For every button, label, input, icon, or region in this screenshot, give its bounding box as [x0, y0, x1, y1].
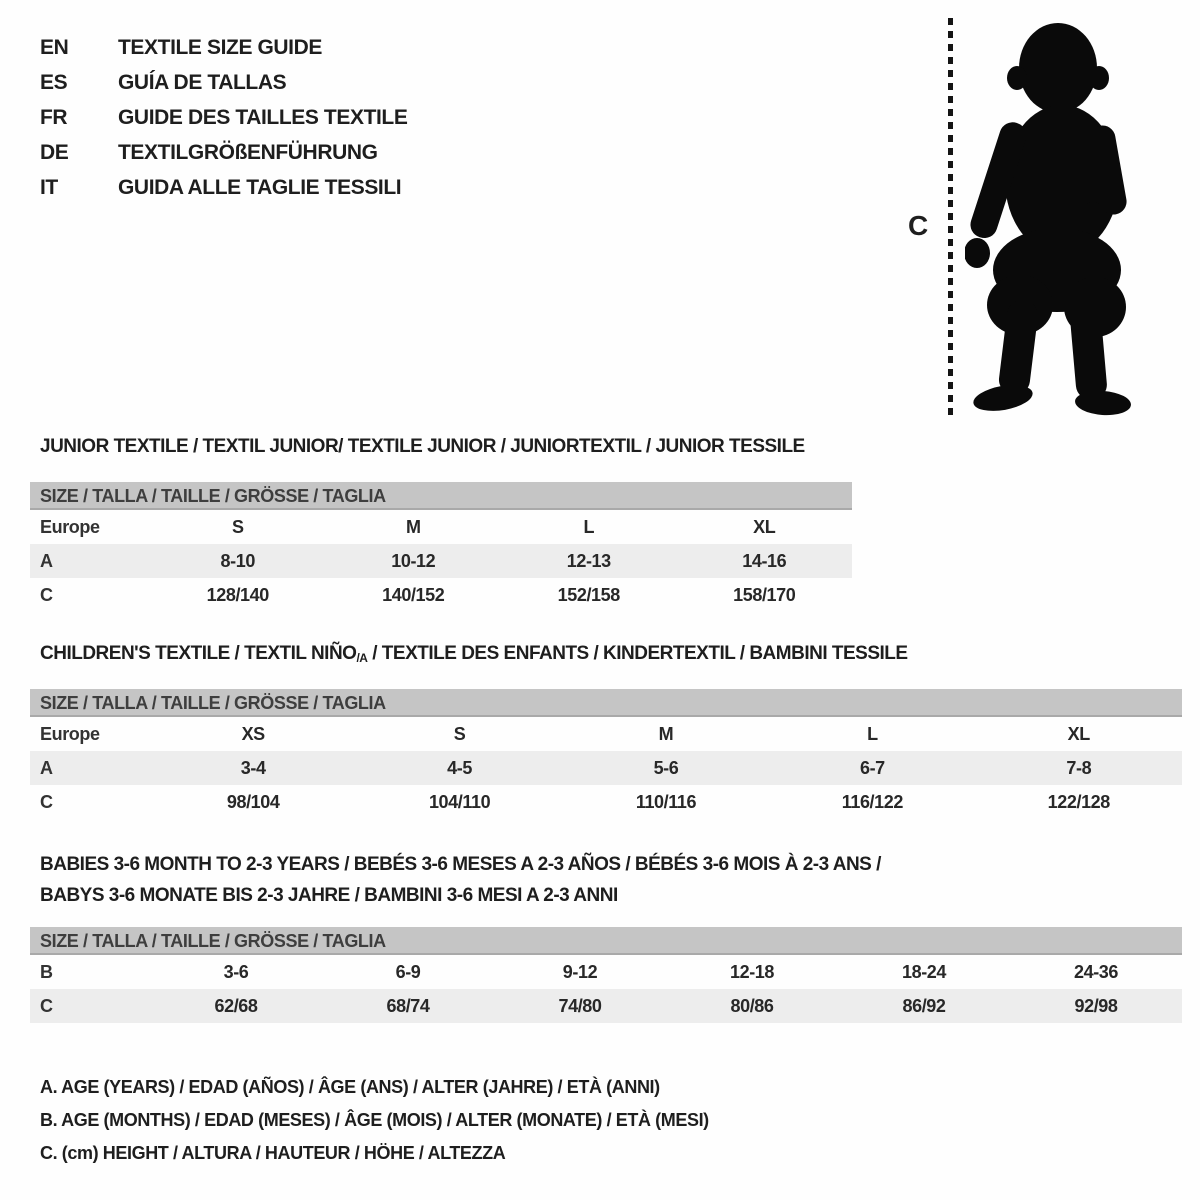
- measure-label-c: C: [908, 210, 928, 241]
- size-cell: 152/158: [557, 584, 620, 605]
- children-title-part2: / TEXTILE DES ENFANTS / KINDERTEXTIL / BAMBINI TESSILE: [367, 643, 908, 664]
- language-code: ES: [40, 70, 68, 94]
- language-row-es: [40, 65, 407, 100]
- size-header-bar: SIZE / TALLA / TAILLE / GRÖSSE / TAGLIA: [30, 482, 852, 510]
- column-header: XS: [241, 723, 265, 744]
- column-header: XL: [753, 516, 776, 537]
- language-code: IT: [40, 175, 58, 199]
- table-row: [30, 717, 1182, 751]
- row-label: A: [30, 544, 150, 578]
- junior-section-title: [40, 436, 805, 458]
- size-cell: 74/80: [494, 989, 666, 1023]
- children-title-part1: CHILDREN'S TEXTILE / TEXTIL NIÑO: [40, 643, 357, 664]
- legend-line-age-years: A. AGE (YEARS) / EDAD (AÑOS) / ÂGE (ANS) / ALTER (JAHRE) / ETÀ (ANNI): [40, 1077, 660, 1097]
- language-row-en: [40, 30, 407, 65]
- children-size-table: [30, 689, 1182, 819]
- language-title: GUÍA DE TALLAS: [118, 70, 287, 94]
- language-row-de: [40, 135, 407, 170]
- size-cell: 8-10: [150, 544, 326, 578]
- size-cell: 128/140: [206, 584, 269, 605]
- size-cell: 9-12: [562, 961, 598, 982]
- children-section-title: [40, 643, 908, 665]
- column-header: Europe: [40, 723, 100, 744]
- size-cell: 3-4: [150, 751, 356, 785]
- legend: [40, 1071, 709, 1170]
- toddler-figure: [890, 0, 1200, 430]
- size-cell: 7-8: [976, 751, 1182, 785]
- junior-section-title-text: JUNIOR TEXTILE / TEXTIL JUNIOR/ TEXTILE JUNIOR / JUNIORTEXTIL / JUNIOR TESSILE: [40, 436, 805, 457]
- size-cell: 6-9: [395, 961, 421, 982]
- language-title: GUIDA ALLE TAGLIE TESSILI: [118, 175, 402, 199]
- table-row: [30, 785, 1182, 819]
- language-code: EN: [40, 35, 69, 59]
- language-list: [40, 30, 407, 205]
- babies-size-table: [30, 927, 1182, 1023]
- children-title-sub: /A: [356, 651, 368, 665]
- table-row: [30, 578, 852, 612]
- column-header: Europe: [40, 516, 100, 537]
- size-cell: 92/98: [1010, 989, 1182, 1023]
- size-header-bar: SIZE / TALLA / TAILLE / GRÖSSE / TAGLIA: [30, 689, 1182, 717]
- size-cell: 110/116: [635, 791, 697, 812]
- row-label: C: [40, 791, 53, 812]
- language-title: GUIDE DES TAILLES TEXTILE: [118, 105, 408, 129]
- legend-line-height-cm: C. (cm) HEIGHT / ALTURA / HAUTEUR / HÖHE / ALTEZZA: [40, 1143, 506, 1163]
- size-cell: 24-36: [1073, 961, 1119, 982]
- toddler-silhouette-icon: [965, 20, 1135, 420]
- column-header: L: [867, 723, 878, 744]
- height-measure-dashed-line: [948, 18, 953, 416]
- table-row: [30, 989, 1182, 1023]
- column-header: XL: [1067, 723, 1090, 744]
- size-cell: 3-6: [223, 961, 249, 982]
- junior-size-table: [30, 482, 852, 612]
- language-code: FR: [40, 105, 68, 129]
- table-row: [30, 751, 1182, 785]
- babies-title-line1: BABIES 3-6 MONTH TO 2-3 YEARS / BEBÉS 3-6 MESES A 2-3 AÑOS / BÉBÉS 3-6 MOIS À 2-3 ANS /: [40, 854, 881, 875]
- row-label: C: [30, 989, 150, 1023]
- size-cell: 12-13: [501, 544, 677, 578]
- size-cell: 18-24: [901, 961, 947, 982]
- size-cell: 5-6: [563, 751, 769, 785]
- size-cell: 12-18: [729, 961, 775, 982]
- table-row: [30, 510, 852, 544]
- babies-section-title: [40, 849, 881, 911]
- legend-line-age-months: B. AGE (MONTHS) / EDAD (MESES) / ÂGE (MOIS) / ALTER (MONATE) / ETÀ (MESI): [40, 1110, 709, 1130]
- size-cell: 80/86: [666, 989, 838, 1023]
- size-cell: 122/128: [1047, 791, 1110, 812]
- language-title: TEXTILGRÖßENFÜHRUNG: [118, 140, 378, 164]
- row-label: A: [30, 751, 150, 785]
- size-cell: 158/170: [733, 584, 796, 605]
- size-cell: 14-16: [677, 544, 853, 578]
- column-header: S: [231, 516, 244, 537]
- language-code: DE: [40, 140, 69, 164]
- column-header: S: [453, 723, 466, 744]
- size-cell: 104/110: [428, 791, 491, 812]
- size-cell: 98/104: [226, 791, 280, 812]
- size-cell: 10-12: [326, 544, 502, 578]
- column-header: L: [583, 516, 595, 537]
- row-label: B: [40, 961, 53, 982]
- size-cell: 4-5: [356, 751, 562, 785]
- language-row-fr: [40, 100, 407, 135]
- babies-title-line2: BABYS 3-6 MONATE BIS 2-3 JAHRE / BAMBINI 3-6 MESI A 2-3 ANNI: [40, 885, 618, 906]
- size-header-bar: SIZE / TALLA / TAILLE / GRÖSSE / TAGLIA: [30, 927, 1182, 955]
- size-cell: 6-7: [769, 751, 975, 785]
- size-cell: 86/92: [838, 989, 1010, 1023]
- table-row: [30, 544, 852, 578]
- size-cell: 116/122: [841, 791, 903, 812]
- size-cell: 68/74: [322, 989, 494, 1023]
- size-cell: 140/152: [382, 584, 445, 605]
- column-header: M: [658, 723, 674, 744]
- language-row-it: [40, 170, 407, 205]
- size-cell: 62/68: [150, 989, 322, 1023]
- column-header: M: [405, 516, 421, 537]
- language-title: TEXTILE SIZE GUIDE: [118, 35, 322, 59]
- table-row: [30, 955, 1182, 989]
- row-label: C: [40, 584, 53, 605]
